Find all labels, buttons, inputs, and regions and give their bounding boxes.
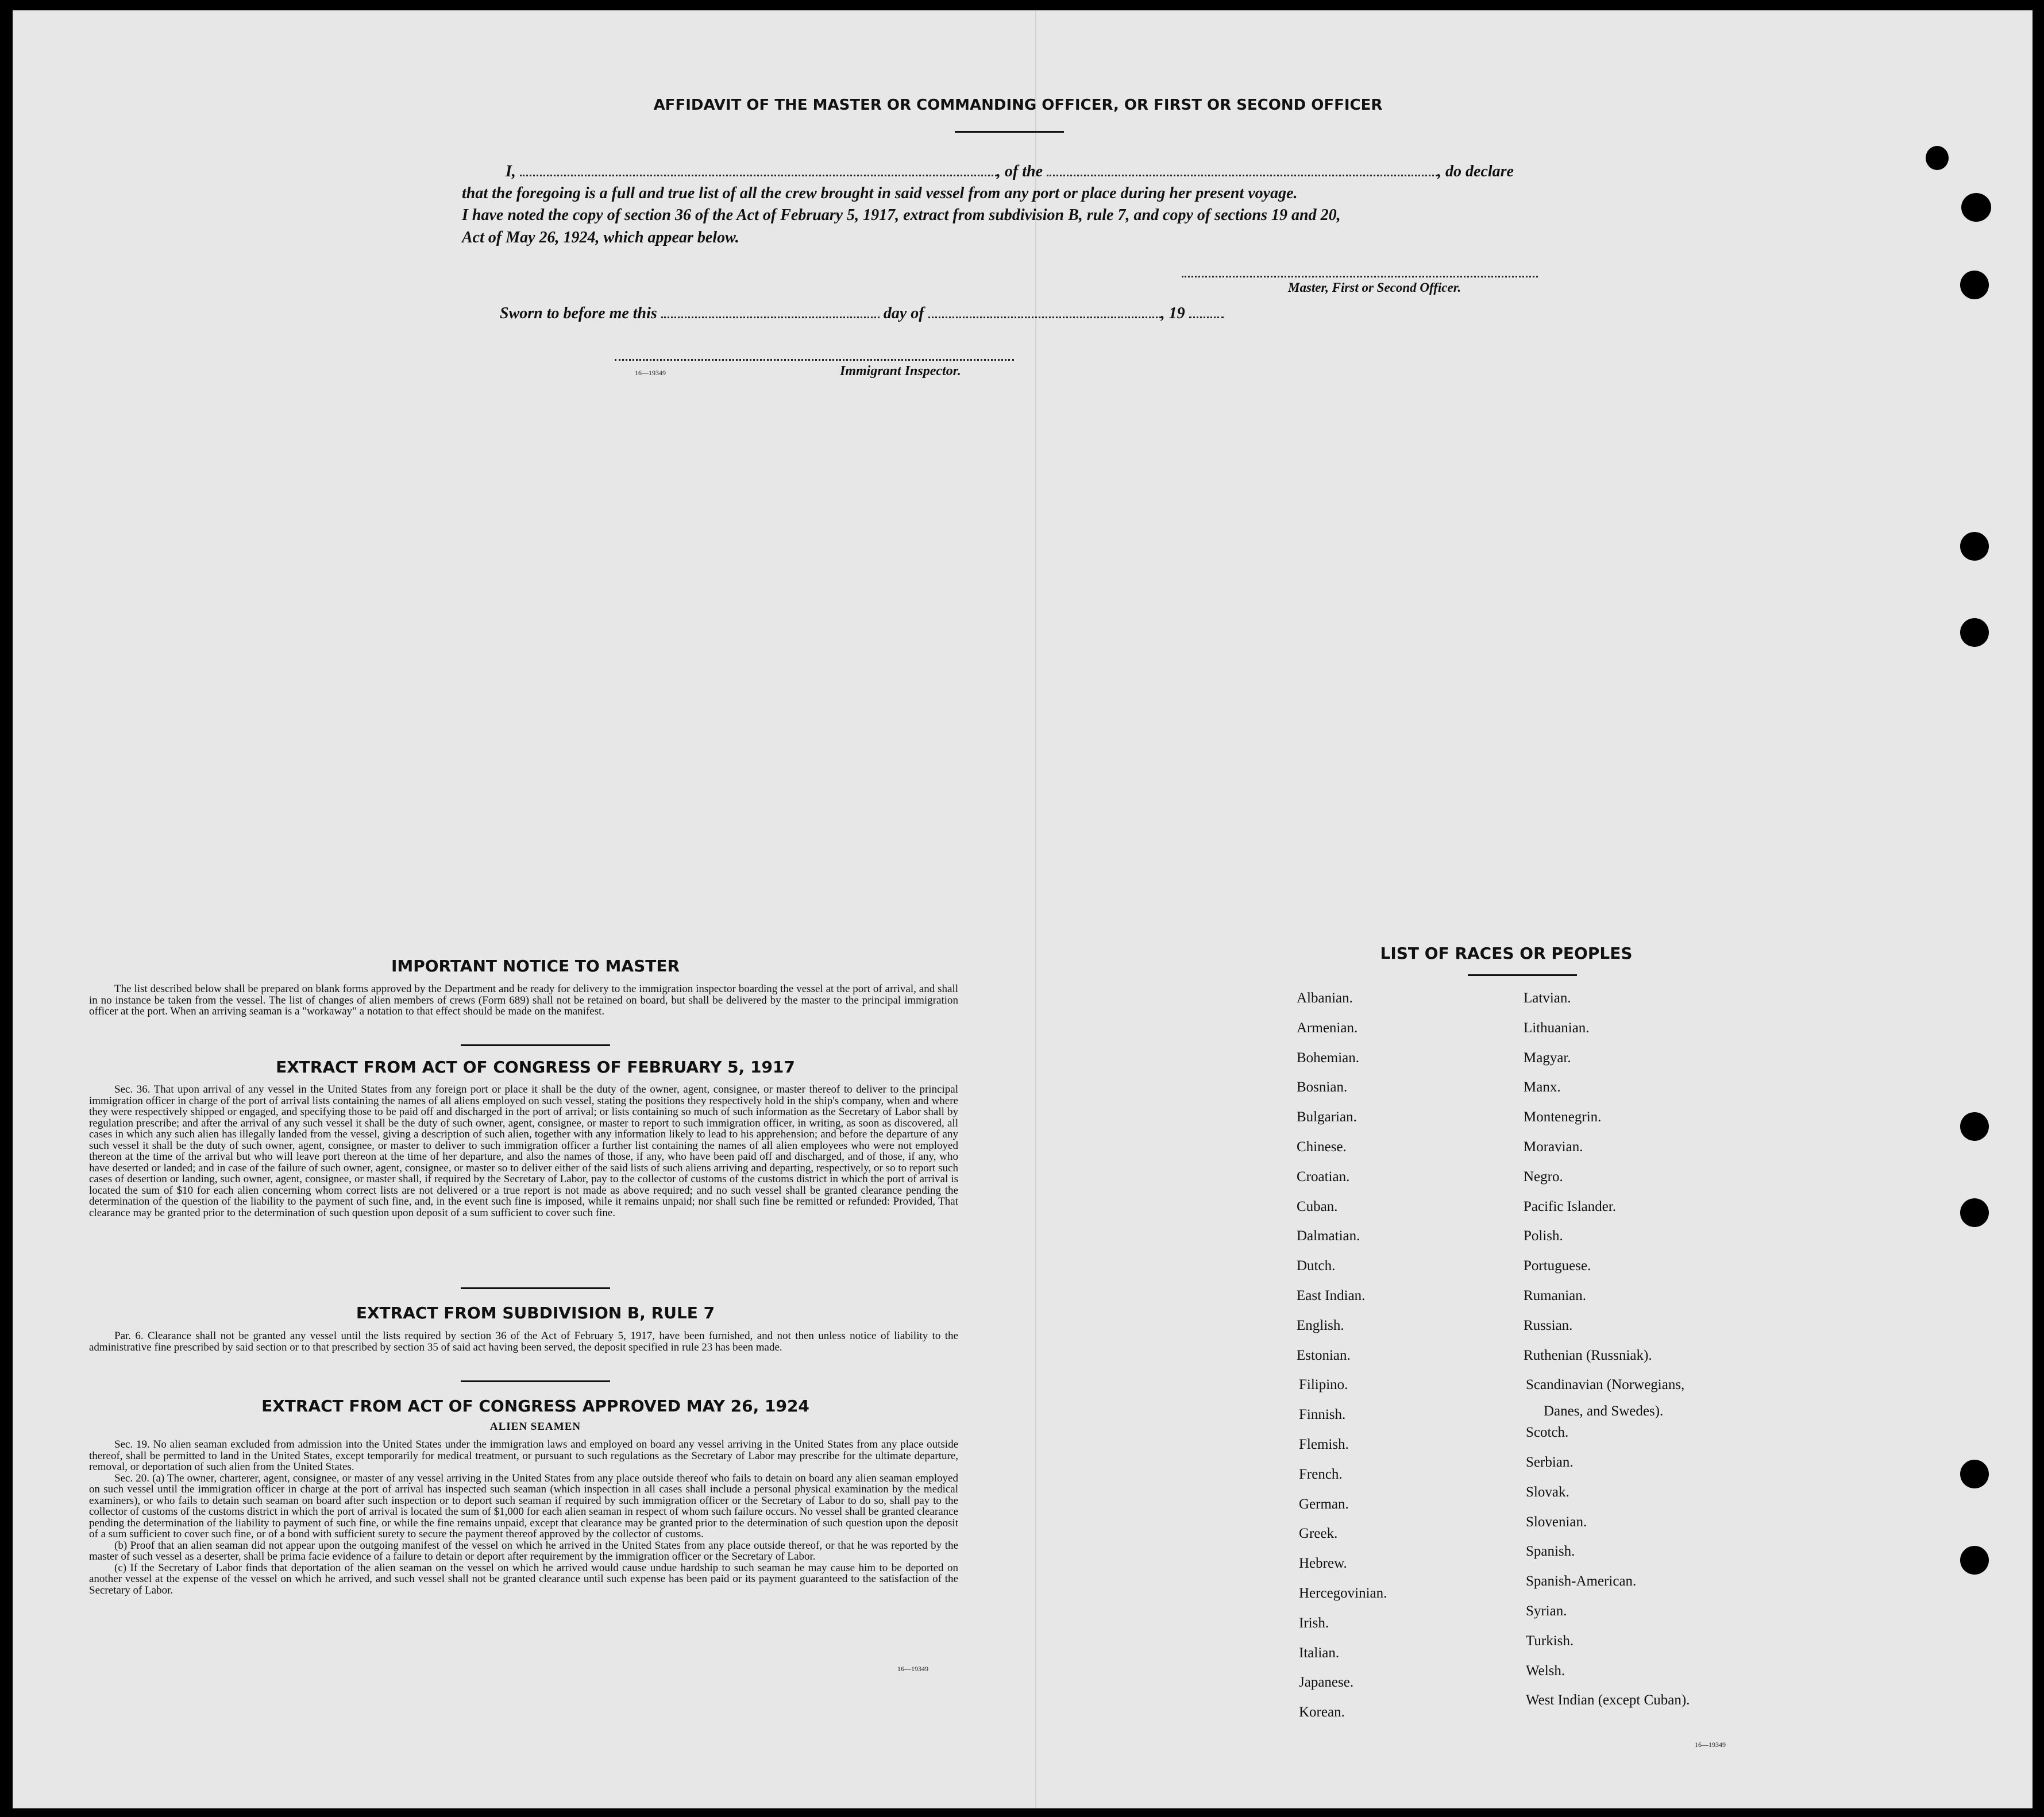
race-item: Negro. xyxy=(1524,1169,1563,1185)
affidavit-line-3: I have noted the copy of section 36 of the Act of February 5, 1917, extract from subdivision B, rule 7, and copy of sections 19 and 20, xyxy=(462,206,1341,224)
day-of-label: day of xyxy=(883,304,924,322)
race-item: Dutch. xyxy=(1297,1258,1336,1274)
race-item: East Indian. xyxy=(1297,1288,1366,1303)
sworn-year-blank xyxy=(1189,316,1224,318)
extract-rule7-rule xyxy=(461,1380,610,1382)
races-title-rule xyxy=(1468,974,1577,976)
race-item: Filipino. xyxy=(1299,1377,1348,1392)
race-item: Scandinavian (Norwegians, xyxy=(1526,1377,1685,1392)
punch-hole xyxy=(1960,1460,1989,1488)
race-item: West Indian (except Cuban). xyxy=(1526,1692,1690,1708)
punch-hole xyxy=(1960,532,1989,561)
race-item: Pacific Islander. xyxy=(1524,1199,1617,1214)
sec-19-paragraph: Sec. 19. No alien seaman excluded from admission into the United States under the immigration laws and employed on board any vessel arriving in the United States from any place outside thereof, shall be permitted to land in the United States, except temporarily for medical treatment, or pursuant to such regulations as the Secretary of Labor may prescribe for the ultimate departure, removal, or deportation of such alien from the United States. xyxy=(89,1438,958,1473)
race-item: Spanish. xyxy=(1526,1544,1575,1559)
affiant-prefix: I, xyxy=(506,163,516,180)
year-label: , 19 xyxy=(1160,304,1185,322)
document-sheet xyxy=(13,10,2033,1808)
affidavit-title-rule xyxy=(955,131,1064,133)
alien-seamen-subtitle: ALIEN SEAMEN xyxy=(489,1421,581,1433)
race-item: Syrian. xyxy=(1526,1603,1567,1619)
vessel-name-blank xyxy=(1047,174,1437,176)
sworn-month-blank xyxy=(928,316,1161,318)
punch-hole xyxy=(1960,1112,1989,1141)
race-item: Slovak. xyxy=(1526,1484,1569,1500)
race-item: Montenegrin. xyxy=(1524,1109,1602,1125)
race-item: Albanian. xyxy=(1297,990,1353,1006)
race-item: Welsh. xyxy=(1526,1663,1565,1679)
race-item: Japanese. xyxy=(1299,1675,1354,1690)
race-item: Serbian. xyxy=(1526,1455,1574,1470)
race-item: Scotch. xyxy=(1526,1425,1569,1440)
signature-label: Master, First or Second Officer. xyxy=(1288,280,1461,295)
of-the-label: , of the xyxy=(996,163,1043,180)
extract-rule7-text xyxy=(89,1330,958,1353)
punch-hole xyxy=(1960,1546,1989,1575)
race-item: Slovenian. xyxy=(1526,1514,1587,1530)
race-item: German. xyxy=(1299,1496,1349,1512)
section-36-paragraph: Sec. 36. That upon arrival of any vessel in the United States from any foreign port or place it shall be the duty of the owner, agent, consignee, or master thereof to deliver to the principal immigration officer in charge of the port of arrival lists containing the names of all aliens employed on such vessel, stating the positions they respectively hold in the ship's company, when and where they were respectively shipped or engaged, and specifying those to be paid off and discharged in the port of arrival; or lists containing so much of such information as the Secretary of Labor shall by regulation prescribe; and after the arrival of any such vessel it shall be the duty of such owner, agent, consignee, or master to report to such immigration officer, in writing, as soon as discovered, all cases in which any such alien has illegally landed from the vessel, giving a description of such alien, together with any information likely to lead to his apprehension; and before the departure of any such vessel it shall be the duty of such owner, agent, consignee, or master to deliver to such immigration officer a further list containing the names of all alien employees who were not employed thereon at the time of the arrival but who will leave port thereon at the time of her departure, and also the names of those, if any, who have been paid off and discharged, and of those, if any, who have deserted or landed; and in case of the failure of such owner, agent, consignee, or master so to deliver either of the said lists of such aliens arriving and departing, respectively, or so to report such cases of desertion or landing, such owner, agent, consignee, or master shall, if required by the Secretary of Labor, pay to the collector of customs of the customs district in which the port of arrival is located the sum of $10 for each alien concerning whom correct lists are not delivered or a true report is not made as above required; and no such vessel shall be granted clearance pending the determination of the question of the liability to the payment of such fine, and, in the event such fine is imposed, while it remains unpaid; nor shall such fine be remitted or refunded: Provided, That clearance may be granted prior to the determination of such question upon deposit of a sum sufficient to cover such fine. xyxy=(89,1083,958,1219)
race-item: English. xyxy=(1297,1318,1344,1333)
affidavit-title: AFFIDAVIT OF THE MASTER OR COMMANDING OFFICER, OR FIRST OR SECOND OFFICER xyxy=(653,97,1383,114)
extract-1917-text xyxy=(89,1084,958,1218)
race-item: Armenian. xyxy=(1297,1020,1358,1036)
affidavit-form-number: 16—19349 xyxy=(635,369,666,377)
sec-20a-paragraph: Sec. 20. (a) The owner, charterer, agent, consignee, or master of any vessel arriving in the United States from any place outside thereof who fails to detain on board any alien seaman employed on such vessel until the immigration officer in charge at the port of arrival has inspected such seaman (which inspection in all cases shall include a personal physical examination by the medical examiners), or who fails to detain such seaman on board after such inspection or to deport such seaman if required by such immigration officer or the Secretary of Labor to do so, shall pay to the collector of customs of the customs district in which the port of arrival is located the sum of $1,000 for each alien seaman in respect of whom such failure occurs. No vessel shall be granted clearance pending the determination of the liability to payment of such fine, or while the fine remains unpaid, except that clearance may be granted prior to the determination of such question upon the deposit of a sum sufficient to cover such fine, or of a bond with sufficient surety to secure the payment thereof approved by the collector of customs. xyxy=(89,1472,958,1540)
affidavit-line-2: that the foregoing is a full and true list of all the crew brought in said vessel from any port or place during her present voyage. xyxy=(462,184,1298,202)
extract-1917-title: EXTRACT FROM ACT OF CONGRESS OF FEBRUARY 5, 1917 xyxy=(276,1058,795,1077)
signature-line xyxy=(1182,276,1538,277)
punch-hole xyxy=(1926,146,1949,170)
races-form-number: 16—19349 xyxy=(1695,1741,1726,1749)
race-item: Finnish. xyxy=(1299,1407,1346,1422)
extract-form-number: 16—19349 xyxy=(897,1665,928,1673)
declare-label: , do declare xyxy=(1437,163,1514,180)
notice-title: IMPORTANT NOTICE TO MASTER xyxy=(391,956,680,975)
race-scandinavian-continuation: Danes, and Swedes). xyxy=(1544,1403,1664,1419)
race-item: Spanish-American. xyxy=(1526,1573,1637,1589)
race-item: Estonian. xyxy=(1297,1348,1351,1363)
race-item: Dalmatian. xyxy=(1297,1228,1360,1244)
race-item: Hercegovinian. xyxy=(1299,1585,1387,1601)
extract-1924-text xyxy=(89,1439,958,1596)
race-item: Russian. xyxy=(1524,1318,1573,1333)
race-item: Cuban. xyxy=(1297,1199,1338,1214)
race-item: Latvian. xyxy=(1524,990,1571,1006)
par-6-paragraph: Par. 6. Clearance shall not be granted any vessel until the lists required by section 36 of the Act of February 5, 1917, have been furnished, and not then unless notice of liability to the administrative fine prescribed by said section or to that prescribed by section 35 of said act having been served, the deposit specified in rule 23 has been made. xyxy=(89,1330,958,1353)
race-item: Portuguese. xyxy=(1524,1258,1591,1274)
extract-1917-rule xyxy=(461,1287,610,1289)
race-item: Bosnian. xyxy=(1297,1079,1348,1095)
punch-hole xyxy=(1960,271,1989,299)
affiant-name-blank xyxy=(520,174,997,176)
race-item: Manx. xyxy=(1524,1079,1561,1095)
race-item: Magyar. xyxy=(1524,1050,1571,1066)
race-item: Chinese. xyxy=(1297,1139,1347,1155)
notice-text xyxy=(89,983,958,1017)
race-item: Ruthenian (Russniak). xyxy=(1524,1348,1652,1363)
race-item: Korean. xyxy=(1299,1704,1345,1720)
race-item: Hebrew. xyxy=(1299,1556,1347,1571)
sworn-line xyxy=(500,304,1224,323)
affidavit-line-1 xyxy=(506,163,1514,181)
sec-20b-paragraph: (b) Proof that an alien seaman did not appear upon the outgoing manifest of the vessel on which he arrived in the United States from any place outside thereof, or that he was reported by the master of such vessel as a deserter, shall be prima facie evidence of a failure to detain or deport after requirement by the immigration officer or the Secretary of Labor. xyxy=(89,1539,958,1563)
sworn-prefix: Sworn to before me this xyxy=(500,304,657,322)
race-item: Bohemian. xyxy=(1297,1050,1360,1066)
punch-hole xyxy=(1960,618,1989,647)
inspector-label: Immigrant Inspector. xyxy=(840,364,961,379)
punch-hole xyxy=(1961,193,1991,222)
center-fold xyxy=(1035,10,1036,1808)
punch-hole xyxy=(1960,1198,1989,1227)
race-item: Turkish. xyxy=(1526,1633,1574,1649)
inspector-line xyxy=(615,359,1014,361)
race-item: Irish. xyxy=(1299,1615,1329,1631)
extract-rule7-title: EXTRACT FROM SUBDIVISION B, RULE 7 xyxy=(356,1303,715,1322)
race-item: Rumanian. xyxy=(1524,1288,1587,1303)
notice-paragraph: The list described below shall be prepared on blank forms approved by the Department and be ready for delivery to the immigration inspector boarding the vessel at the port of arrival, and shall in no instance be taken from the vessel. The list of changes of alien members of crews (Form 689) shall not be retained on board, but shall be delivered by the master to the principal immigration officer at the port. When an arriving seaman is a "workaway" a notation to that effect should be made on the manifest. xyxy=(89,983,958,1017)
sec-20c-paragraph: (c) If the Secretary of Labor finds that deportation of the alien seaman on the vessel on which he arrived would cause undue hardship to such seaman he may cause him to be deported on another vessel at the expense of the vessel on which he arrived, and such vessel shall not be granted clearance until such expense has been paid or its payment guaranteed to the satisfaction of the Secretary of Labor. xyxy=(89,1561,958,1596)
races-title: LIST OF RACES OR PEOPLES xyxy=(1380,944,1633,963)
race-item: Italian. xyxy=(1299,1645,1340,1661)
notice-rule xyxy=(461,1044,610,1046)
race-item: Greek. xyxy=(1299,1526,1338,1541)
race-item: Lithuanian. xyxy=(1524,1020,1590,1036)
race-item: Flemish. xyxy=(1299,1437,1349,1452)
sworn-day-blank xyxy=(661,316,880,318)
race-item: Croatian. xyxy=(1297,1169,1350,1185)
race-item: Moravian. xyxy=(1524,1139,1583,1155)
race-item: French. xyxy=(1299,1467,1343,1482)
race-item: Bulgarian. xyxy=(1297,1109,1357,1125)
affidavit-line-4: Act of May 26, 1924, which appear below. xyxy=(462,229,739,246)
extract-1924-title: EXTRACT FROM ACT OF CONGRESS APPROVED MAY 26, 1924 xyxy=(261,1396,809,1415)
race-item: Polish. xyxy=(1524,1228,1563,1244)
